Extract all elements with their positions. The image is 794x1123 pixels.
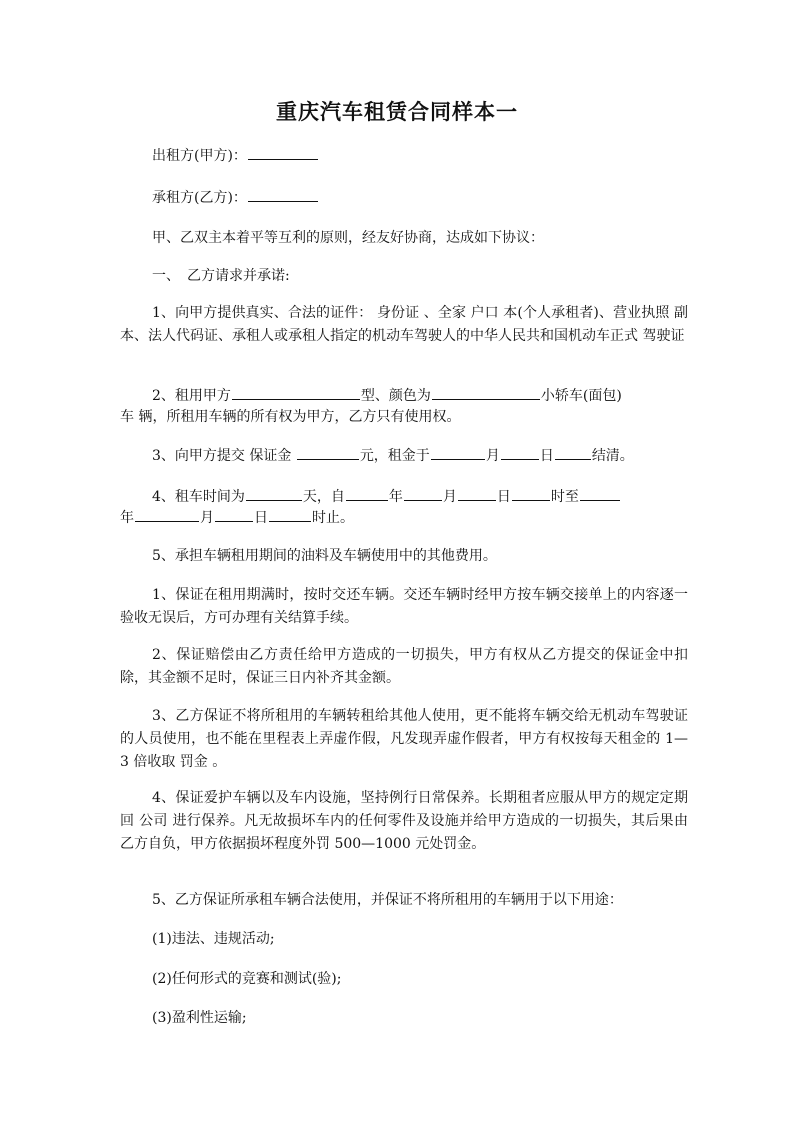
clause-3-text-c: 月 — [485, 448, 500, 464]
clause-4-line-2 — [120, 507, 354, 530]
clause-3 — [152, 445, 634, 468]
settle-blank[interactable] — [555, 458, 591, 460]
usage-item-3: (3)盈利性运输; — [152, 1010, 247, 1026]
lessor-label: 出租方(甲方)： — [152, 148, 247, 164]
clause-4-text-i: 日 — [254, 510, 268, 526]
start-month-blank[interactable] — [404, 499, 442, 501]
clause-4-text-c: 年 — [388, 489, 403, 505]
deposit-blank[interactable] — [297, 458, 359, 460]
clause-4-text-b: 天，自 — [302, 489, 345, 505]
clause-2-text-a: 2、租用甲方 — [152, 388, 231, 404]
end-day-blank[interactable] — [215, 520, 253, 522]
lessor-blank[interactable] — [248, 158, 318, 160]
lessee-line — [152, 187, 319, 210]
start-year-blank[interactable] — [346, 499, 388, 501]
intro-paragraph: 甲、乙双主本着平等互利的原则，经友好协商，达成如下协议： — [152, 230, 544, 246]
clause-3-text-d: 日 — [539, 448, 554, 464]
lessee-blank[interactable] — [248, 200, 318, 202]
guarantee-2: 2、保证赔偿由乙方责任给甲方造成的一切损失，甲方有权从乙方提交的保证金中扣除，其金额不足时，保证三日内补齐其金额。 — [120, 647, 688, 686]
lessor-line — [152, 145, 319, 168]
clause-2-text-c: 小轿车(面包) — [540, 388, 622, 404]
clause-1: 1、向甲方提供真实、合法的证件： 身份证 、全家 户口 本(个人承租者)、营业执照 副本、法人代码证、承租人或承租人指定的机动车驾驶人的中华人民共和国机动车正式 驾驶证 — [120, 305, 688, 344]
end-year-blank[interactable] — [580, 499, 620, 501]
clause-4-line-1 — [152, 486, 621, 509]
clause-3-text-e: 结清。 — [591, 448, 634, 464]
end-hour-blank[interactable] — [269, 520, 311, 522]
section-heading: 一、 乙方请求并承诺: — [152, 268, 290, 284]
car-color-blank[interactable] — [432, 398, 540, 400]
guarantee-1: 1、保证在租用期满时，按时交还车辆。交还车辆时经甲方按车辆交接单上的内容逐一验收无误后，方可办理有关结算手续。 — [120, 587, 688, 626]
rental-days-blank[interactable] — [246, 499, 302, 501]
rent-month-blank[interactable] — [431, 458, 485, 460]
clause-4-text-g: 年 — [120, 510, 134, 526]
guarantee-5: 5、乙方保证所承租车辆合法使用，并保证不将所租用的车辆用于以下用途： — [152, 892, 623, 908]
clause-5: 5、承担车辆租用期间的油料及车辆使用中的其他费用。 — [152, 548, 497, 564]
lessee-label: 承租方(乙方)： — [152, 190, 247, 206]
clause-4-text-a: 4、租车时间为 — [152, 489, 245, 505]
guarantee-4: 4、保证爱护车辆以及车内设施，坚持例行日常保养。长期租者应服从甲方的规定定期回 公司 进行保养。凡无故损坏车内的任何零件及设施并给甲方造成的一切损失，其后果由乙方自负，甲方依据损坏程度外罚 500—1000 元处罚金。 — [120, 790, 688, 852]
clause-4-text-h: 月 — [200, 510, 214, 526]
clause-4-text-j: 时止。 — [312, 510, 354, 526]
start-hour-blank[interactable] — [512, 499, 550, 501]
clause-2-text-b: 型、颜色为 — [360, 388, 431, 404]
end-month-blank[interactable] — [135, 520, 199, 522]
rent-day-blank[interactable] — [501, 458, 539, 460]
start-day-blank[interactable] — [458, 499, 496, 501]
clause-4-text-f: 时至 — [550, 489, 579, 505]
clause-4-text-d: 月 — [442, 489, 457, 505]
car-model-blank[interactable] — [232, 398, 360, 400]
clause-4-text-e: 日 — [496, 489, 511, 505]
clause-2-line-1 — [152, 385, 622, 408]
clause-3-text-b: 元，租金于 — [359, 448, 430, 464]
guarantee-3: 3、乙方保证不将所租用的车辆转租给其他人使用，更不能将车辆交给无机动车驾驶证的人员使用，也不能在里程表上弄虚作假，凡发现弄虚作假者，甲方有权按每天租金的 1—3 倍收取 罚金 。 — [120, 708, 688, 770]
usage-item-1: (1)违法、违规活动; — [152, 931, 275, 947]
usage-item-2: (2)任何形式的竞赛和测试(验); — [152, 971, 342, 987]
clause-2-text-d: 车 辆，所租用车辆的所有权为甲方，乙方只有使用权。 — [120, 409, 461, 425]
clause-3-text-a: 3、向甲方提交 保证金 — [152, 448, 296, 464]
document-title: 重庆汽车租赁合同样本一 — [276, 99, 518, 124]
